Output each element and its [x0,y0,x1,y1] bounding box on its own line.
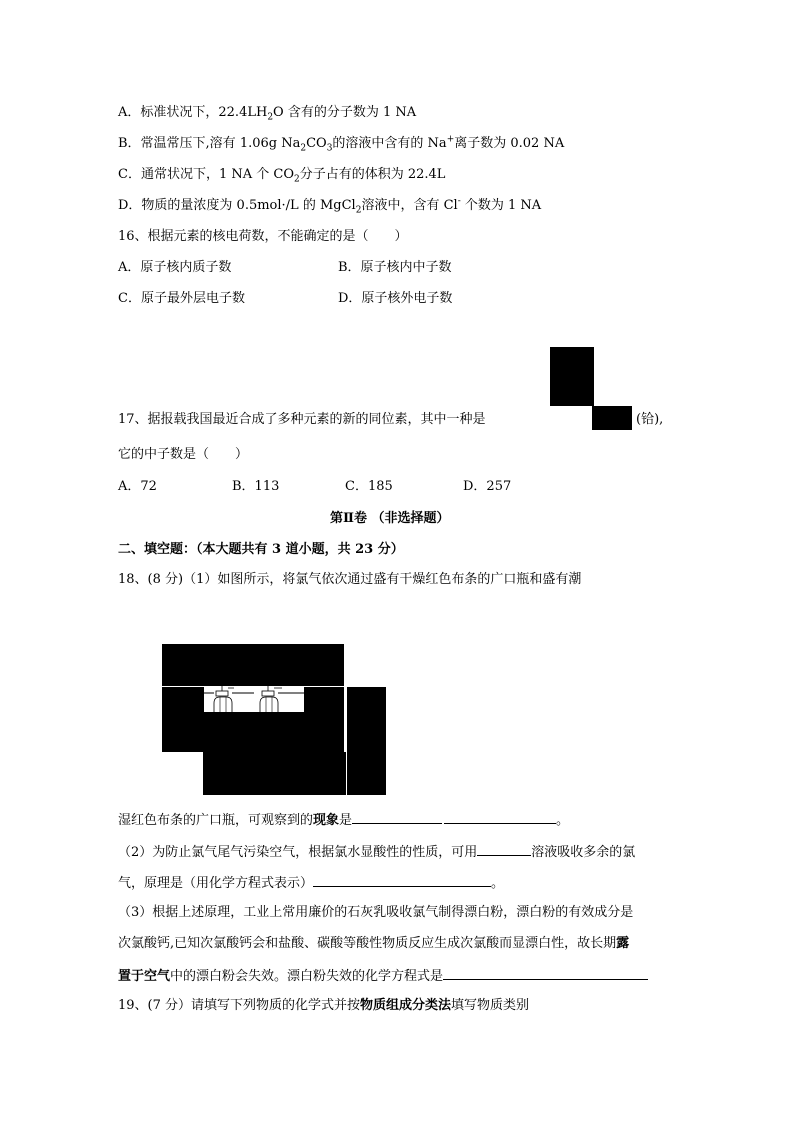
q16-option-b: B．原子核内中子数 [338,260,452,275]
q16-option-a: A．原子核内质子数 [118,260,232,275]
q15-option-a: A．标准状况下，$22.4LH_2O$ 含有的分子数为 1 NA [118,105,417,123]
redacted-isotope-image-bottom [592,406,632,430]
redacted-isotope-image-top [550,347,594,406]
q17-option-d: D．257 [463,479,512,494]
part2-title: 第Ⅱ卷 （非选择题） [330,511,450,526]
redacted-figure-right [347,687,386,795]
q18-line2: 湿红色布条的广口瓶，可观察到的现象是 。 [118,813,570,828]
answer-blank-equation-2[interactable] [443,967,648,980]
q18-line7: 置于空气中的漂白粉会失效。漂白粉失效的化学方程式是 [118,967,648,985]
q15-option-c: C．通常状况下，1 NA 个 $CO_2$分子占有的体积为 22.4L [118,167,446,185]
answer-blank-solution[interactable] [477,843,531,856]
q15-option-d: D．物质的量浓度为 0.5mol·/L 的 MgCl$_2$溶液中，含有 Cl- 个数为 1 NA [118,196,542,216]
q17-option-c: C．185 [345,479,393,494]
q17-stem-line1: 17、据报载我国最近合成了多种元素的新的同位素，其中一种是 [118,412,486,427]
gas-bottles-drawing [204,686,304,713]
redacted-figure-right-inner [304,687,344,713]
q18-line6: 次氯酸钙,已知次氯酸钙会和盐酸、碳酸等酸性物质反应生成次氯酸而显漂白性，故长期露 [118,936,630,951]
q17-option-b: B．113 [232,479,280,494]
q15-option-b: B．常温常压下,溶有 1.06g $Na_2CO_3$的溶液中含有的 Na+离子数为 0.02 NA [118,134,565,154]
redacted-figure-bottom [203,752,346,795]
answer-blank-equation-1[interactable] [313,874,491,887]
q17-option-a: A．72 [118,479,157,494]
q17-element-name: (铪), [636,412,664,427]
redacted-figure-left [162,687,204,713]
q18-line5: （3）根据上述原理，工业上常用廉价的石灰乳吸收氯气制得漂白粉，漂白粉的有效成分是 [118,905,634,920]
redacted-figure-middle [162,712,344,752]
q18-line3: （2）为防止氯气尾气污染空气，根据氯水显酸性的性质，可用 溶液吸收多余的氯 [118,845,636,860]
q19-stem: 19、(7 分）请填写下列物质的化学式并按物质组成分类法填写物质类别 [118,998,530,1013]
q16-option-d: D．原子核外电子数 [338,291,453,306]
q18-line1: 18、(8 分)（1）如图所示，将氯气依次通过盛有干燥红色布条的广口瓶和盛有潮 [118,572,582,587]
q16-stem: 16、根据元素的核电荷数，不能确定的是（ ） [118,229,408,244]
answer-blank-phenomenon-1[interactable] [352,811,442,824]
apparatus-figure [160,644,388,796]
q18-line4: 气，原理是（用化学方程式表示） 。 [118,876,505,891]
q16-option-c: C．原子最外层电子数 [118,291,245,306]
section2-heading: 二、填空题：（本大题共有 3 道小题，共 23 分） [118,542,404,557]
q17-stem-line2: 它的中子数是（ ） [118,447,249,462]
redacted-figure-top [162,644,344,686]
answer-blank-phenomenon-2[interactable] [444,811,556,824]
